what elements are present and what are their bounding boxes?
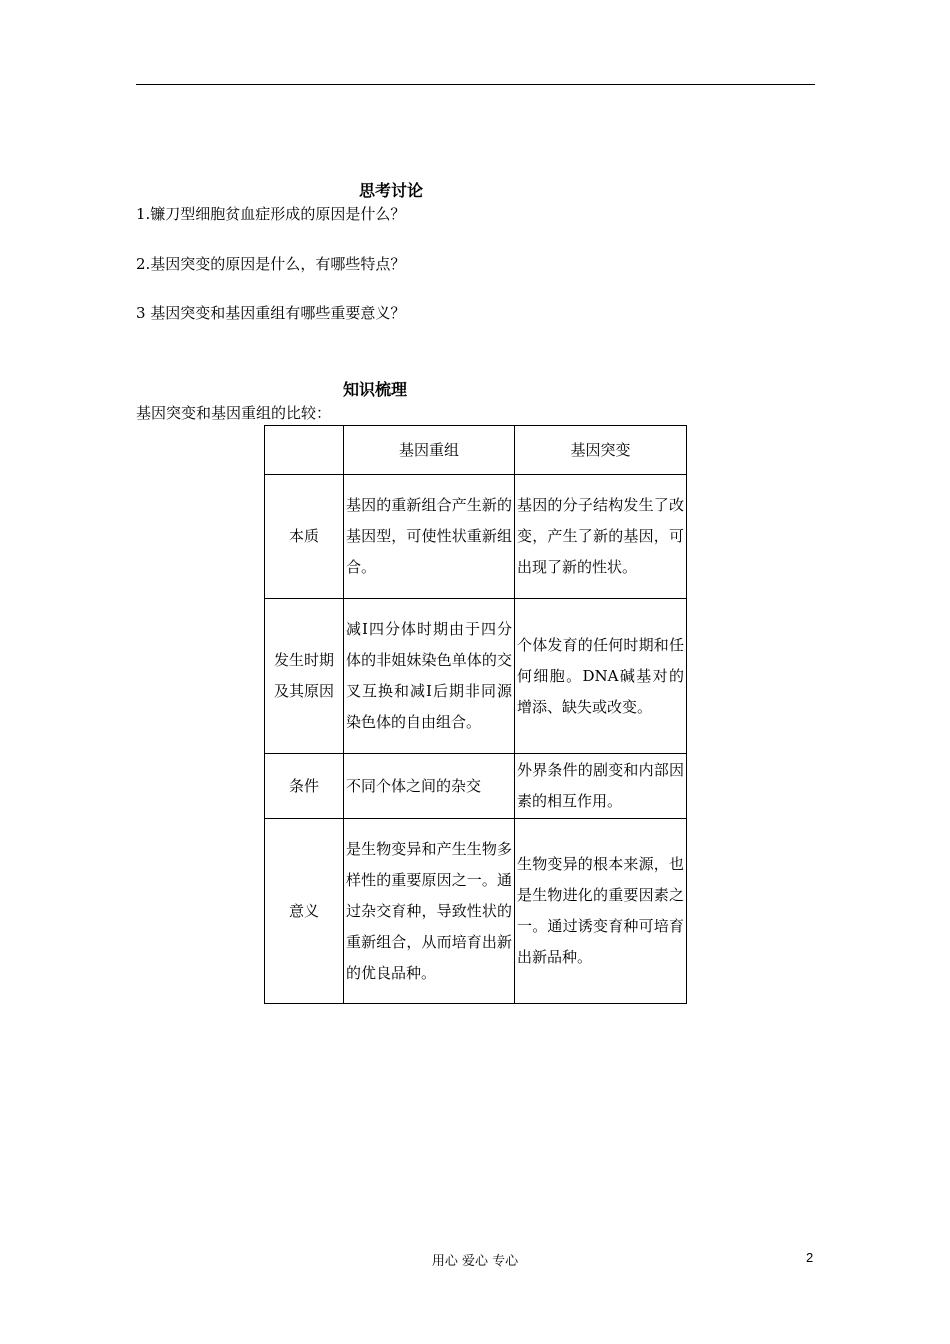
question-2: 2.基因突变的原因是什么，有哪些特点？ xyxy=(136,255,406,273)
header-cell-mutation: 基因突变 xyxy=(515,426,687,475)
section-title-knowledge: 知识梳理 xyxy=(343,380,408,399)
cell-mutation: 基因的分子结构发生了改变，产生了新的基因，可出现了新的性状。 xyxy=(515,475,687,599)
table-intro: 基因突变和基因重组的比较： xyxy=(136,404,332,422)
row-label-condition: 条件 xyxy=(265,754,344,819)
row-label-essence: 本质 xyxy=(265,475,344,599)
cell-recombination: 减Ⅰ四分体时期由于四分体的非姐妹染色单体的交叉互换和减Ⅰ后期非同源染色体的自由组合。 xyxy=(344,599,515,754)
table-row xyxy=(265,819,687,1004)
row-label-significance: 意义 xyxy=(265,819,344,1004)
header-cell-recombination: 基因重组 xyxy=(344,426,515,475)
cell-mutation: 个体发育的任何时期和任何细胞。DNA碱基对的增添、缺失或改变。 xyxy=(515,599,687,754)
header-cell-empty xyxy=(265,426,344,475)
page-number: 2 xyxy=(806,1250,814,1265)
table-row xyxy=(265,475,687,599)
section-title-discussion: 思考讨论 xyxy=(359,181,424,200)
comparison-table xyxy=(264,425,687,1004)
question-1: 1.镰刀型细胞贫血症形成的原因是什么？ xyxy=(136,205,406,223)
table-row xyxy=(265,754,687,819)
cell-recombination: 是生物变异和产生生物多样性的重要原因之一。通过杂交育种，导致性状的重新组合，从而培育出新的优良品种。 xyxy=(344,819,515,1004)
footer-text: 用心 爱心 专心 xyxy=(431,1254,519,1269)
cell-recombination: 基因的重新组合产生新的基因型，可使性状重新组合。 xyxy=(344,475,515,599)
cell-recombination: 不同个体之间的杂交 xyxy=(344,754,515,819)
cell-mutation: 生物变异的根本来源，也是生物进化的重要因素之一。通过诱变育种可培育出新品种。 xyxy=(515,819,687,1004)
question-3: 3 基因突变和基因重组有哪些重要意义？ xyxy=(136,304,406,322)
table-row xyxy=(265,599,687,754)
header-rule xyxy=(136,84,815,85)
cell-mutation: 外界条件的剧变和内部因素的相互作用。 xyxy=(515,754,687,819)
row-label-timing: 发生时期及其原因 xyxy=(265,599,344,754)
table-header-row xyxy=(265,426,687,475)
